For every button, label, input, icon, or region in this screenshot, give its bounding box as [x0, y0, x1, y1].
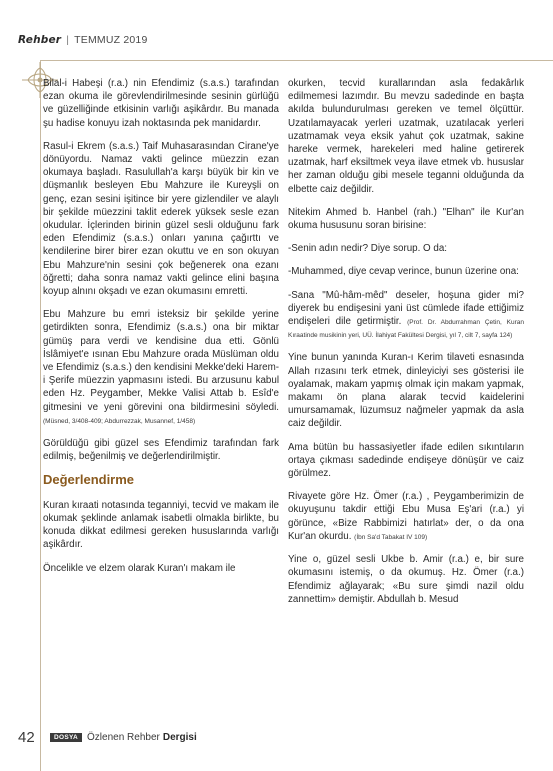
paragraph	[288, 289, 524, 342]
issue-date: TEMMUZ 2019	[74, 34, 148, 46]
page-header	[18, 33, 148, 47]
frame-top-line	[40, 60, 553, 61]
paragraph: Ama bütün bu hassasiyetler ifade edilen sıkıntıların ortaya çıkması sadedinde endişeye dönüşür ve caiz görülmez.	[288, 441, 524, 480]
paragraph-text: Rivayete göre Hz. Ömer (r.a.) , Peygamberimizin de okuyuşunu takdir ettiği Ebu Musa Eş'ari (r.a.) yi görünce, «Bize Rabbimizi hatırlat» der, o da ona Kur'an okurdu.	[288, 491, 524, 542]
paragraph: -Senin adın nedir? Diye sorup. O da:	[288, 243, 448, 255]
citation: (İbn Sa'd Tabakat IV 109)	[354, 533, 428, 541]
publication-name: Özlenen Rehber	[87, 731, 160, 743]
magazine-logo: Rehber	[18, 34, 62, 46]
right-column	[288, 77, 524, 616]
paragraph: Öncelikle ve elzem olarak Kuran'ı makam ile	[43, 562, 236, 574]
header-separator: |	[66, 34, 70, 46]
paragraph: -Muhammed, diye cevap verince, bunun üzerine ona:	[288, 266, 519, 278]
paragraph-text: -Sana "Mû-hâm-mêd" deseler, hoşuna gider mi? diyerek bu endişesini yani üst cümlede ifade ettiğimiz endişeleri dile getirmiştir.	[288, 289, 524, 328]
left-column	[43, 77, 279, 585]
paragraph	[288, 490, 524, 543]
page-number: 42	[18, 728, 35, 746]
paragraph: Yine o, güzel sesli Ukbe b. Amir (r.a.) e, bir sure okumasını istemiş, o da okumuş. Hz. Ömer (r.a.) Efendimiz ağlayarak; «Bu sure şimdi nazil oldu zannettim» demiştir. Abdullah b. Mesud	[288, 554, 524, 605]
page-footer	[18, 729, 197, 745]
paragraph: Görüldüğü gibi güzel ses Efendimiz tarafından fark edilmiş, beğenilmiş ve değerlendirilmiştir.	[43, 438, 279, 463]
paragraph: Bilal-i Habeşi (r.a.) nin Efendimiz (s.a.s.) tarafından ezan okuma ile görevlendirilmesinde sesinin gürlüğü ve güzelliğinde etkisinin varlığı aşikârdır. Bu manada şu hadise konuyu izah noktasında pek manidardır.	[43, 78, 279, 129]
section-heading: Değerlendirme	[43, 472, 135, 488]
paragraph: Nitekim Ahmed b. Hanbel (rah.) "Elhan" ile Kur'an okuma hususunu soran birisine:	[288, 206, 524, 232]
paragraph: Yine bunun yanında Kuran-ı Kerim tilaveti esnasında Allah rızasını terk etmek, dinleyiciyi ses gösterisi ile oyalamak, makam yapmış olmak için makam yapmak, makamı ön plana alarak tecvid kaidelerini umursamamak, lüzumsuz nağmeler yapmak da asla caiz değildir.	[288, 352, 524, 430]
paragraph-text: Ebu Mahzure bu emri isteksiz bir şekilde yerine getirdikten sonra, Efendimiz (s.a.s.) ona bir miktar gümüş para verdi ve kendisine dua etti. Gönlü İslâmiyet'e ısınan Ebu Mahzure orada Müslüman oldu ve Efendimiz (s.a.s.) den kendisini Mekke'deki Harem-i Şerife müezzin yapmasını istedi. Bu arzusunu kabul eden Hz. Peygamber, Mekke Valisi Attab b. Esîd'e gitmesini ve yeni görevini ona bildirmesini söyledi.	[43, 309, 279, 413]
paragraph: okurken, tecvid kurallarından asla fedakârlık edilmemesi lazımdır. Bu mevzu sadedinde en başta akılda bulundurulması gereken ve temel ölçüttür. Uzatılamayacak yerleri uzatmak, uzatılacak yerleri uzatmamak veya eksik yahut çok uzatmak, sakine hareke vermek, harekeleri med haline getirerek uzatmak, harf eksiltmek veya ilave etmek vb. hususlar her zaman olduğu gibi mesele teganni olduğunda da elbette caiz değildir.	[288, 78, 524, 195]
paragraph	[43, 308, 279, 427]
paragraph: Kuran kıraati notasında teganniyi, tecvid ve makam ile okumak şeklinde anlamak isabetli olmakla birlikte, bu konuda dikkat edilmesi gereken hususlarında varlığı aşikârdır.	[43, 499, 279, 551]
frame-left-line	[40, 60, 41, 771]
section-badge: DOSYA	[50, 733, 82, 742]
publication-name-suffix: Dergisi	[162, 731, 197, 743]
paragraph: Rasul-i Ekrem (s.a.s.) Taif Muhasarasından Cirane'ye dönüyordu. Namaz vakti gelince müezzin ezan okumaya başladı. Rasulullah'a karşı büyük bir kin ve düşmanlık besleyen Ebu Mahzure ile Kureyşli on genç, ezan sesini işitince bir yere gizlendiler ve alaylı bir şekilde müezzini taklit ederek yüksek sesle ezan okudular. İçlerinden birinin güzel sesli olduğunu fark eden Efendimiz (s.a.s.) onları yanına çağırttı ve kendilerine birer birer ezan okuttu ve en son okuyan Ebu Mahzure'nin sesini çok beğenerek ona ezanı öğretti; daha sonra namaz vakti gelince elini başına koyup alnını okşadı ve ezan okumasını emretti.	[43, 140, 279, 298]
citation: (Müsned, 3/408-409; Abdurrezzak, Musannef, 1/458)	[43, 417, 196, 425]
citation: (Prof. Dr. Abdurrahman Çetin, Kuran Kıraatinde musikinin yeri, UÜ. İlahiyat Fakültesi Dergisi, yıl 7, cilt 7, sayfa 124)	[288, 319, 524, 340]
